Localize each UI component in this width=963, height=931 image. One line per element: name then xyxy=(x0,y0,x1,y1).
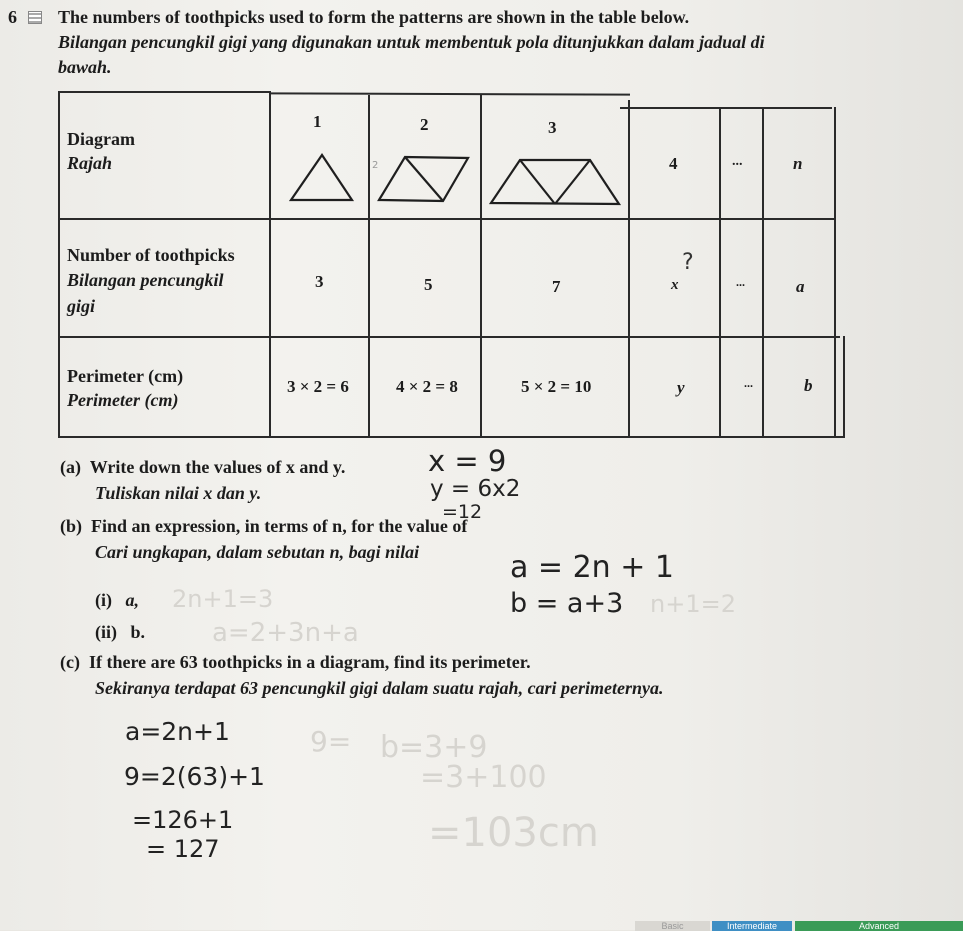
perimeter-y: y xyxy=(677,378,685,397)
erased-work-ii: a=2+3n+a xyxy=(212,618,359,648)
diagram-label-en: Diagram xyxy=(67,129,135,149)
level-intermediate: Intermediate xyxy=(712,921,792,931)
level-basic: Basic xyxy=(635,921,710,931)
toothpick-triangles xyxy=(0,0,963,440)
pattern-table xyxy=(0,0,963,440)
working-line-2: 9=2(63)+1 xyxy=(124,762,265,791)
perimeter-3: 5 × 2 = 10 xyxy=(521,377,592,396)
working-line-1: a=2n+1 xyxy=(125,717,230,746)
erased-c-1: 9= xyxy=(310,725,352,758)
diagram-number-ellipsis: ... xyxy=(732,154,743,169)
handwritten-x-value: ? xyxy=(682,250,694,275)
part-b-i-label: (i) a, xyxy=(95,590,139,610)
toothpicks-ellipsis: ... xyxy=(736,275,745,289)
pattern-1-triangle xyxy=(291,155,352,200)
erased-c-4: =103cm xyxy=(428,810,599,856)
intro-english: The numbers of toothpicks used to form the patterns are shown in the table below. xyxy=(58,7,690,27)
question-number: 6 xyxy=(8,7,17,27)
perimeter-b: b xyxy=(804,376,813,395)
diagram-number-n: n xyxy=(793,154,803,173)
working-line-4: = 127 xyxy=(146,835,220,863)
perimeter-ellipsis: ... xyxy=(744,376,753,390)
answer-y-line1: y = 6x2 xyxy=(430,476,521,502)
part-a-text-ms: Tuliskan nilai x dan y. xyxy=(95,483,262,503)
part-a-text-en: (a) Write down the values of x and y. xyxy=(60,457,346,477)
toothpick-label-en: Number of toothpicks xyxy=(67,245,235,265)
part-c-text-en: (c) If there are 63 toothpicks in a diagram, find its perimeter. xyxy=(60,652,531,672)
part-b-text-en: (b) Find an expression, in terms of n, for the value of xyxy=(60,516,468,536)
toothpicks-x: x xyxy=(671,277,679,293)
diagram-number-2: 2 xyxy=(420,115,429,134)
erased-work-i: 2n+1=3 xyxy=(172,585,274,613)
diagram-number-3: 3 xyxy=(548,118,557,137)
toothpicks-a: a xyxy=(796,277,805,296)
answer-y-line2: =12 xyxy=(442,501,483,523)
toothpicks-3: 7 xyxy=(552,277,561,296)
erased-work-b: n+1=2 xyxy=(650,590,736,618)
part-b-ii-label: (ii) b. xyxy=(95,622,146,642)
toothpicks-2: 5 xyxy=(424,275,433,294)
perimeter-label-ms: Perimeter (cm) xyxy=(67,390,179,410)
toothpick-label-ms1: Bilangan pencungkil xyxy=(67,270,224,290)
toothpick-label-ms2: gigi xyxy=(67,296,96,316)
intro-malay-line1: Bilangan pencungkil gigi yang digunakan untuk membentuk pola ditunjukkan dalam jadual di xyxy=(58,32,765,52)
stray-mark: 2 xyxy=(372,160,379,171)
intro-malay-line2: bawah. xyxy=(58,57,112,77)
working-line-3: =126+1 xyxy=(132,806,234,834)
erased-c-2: b=3+9 xyxy=(380,730,488,765)
perimeter-2: 4 × 2 = 8 xyxy=(396,377,458,396)
diagram-label-ms: Rajah xyxy=(67,153,113,173)
part-c-text-ms: Sekiranya terdapat 63 pencungkil gigi dalam suatu rajah, cari perimeternya. xyxy=(95,678,664,698)
answer-a: a = 2n + 1 xyxy=(510,550,674,585)
perimeter-1: 3 × 2 = 6 xyxy=(287,377,349,396)
perimeter-label-en: Perimeter (cm) xyxy=(67,366,184,386)
part-b-text-ms: Cari ungkapan, dalam sebutan n, bagi nilai xyxy=(95,542,420,562)
pattern-3-triangles xyxy=(491,160,619,204)
level-advanced: Advanced xyxy=(795,921,963,931)
diagram-number-1: 1 xyxy=(313,112,322,131)
answer-b: b = a+3 xyxy=(510,588,624,619)
erased-c-3: =3+100 xyxy=(420,760,547,795)
toothpicks-1: 3 xyxy=(315,272,324,291)
answer-x: x = 9 xyxy=(428,444,507,478)
diagram-number-4: 4 xyxy=(669,154,678,173)
